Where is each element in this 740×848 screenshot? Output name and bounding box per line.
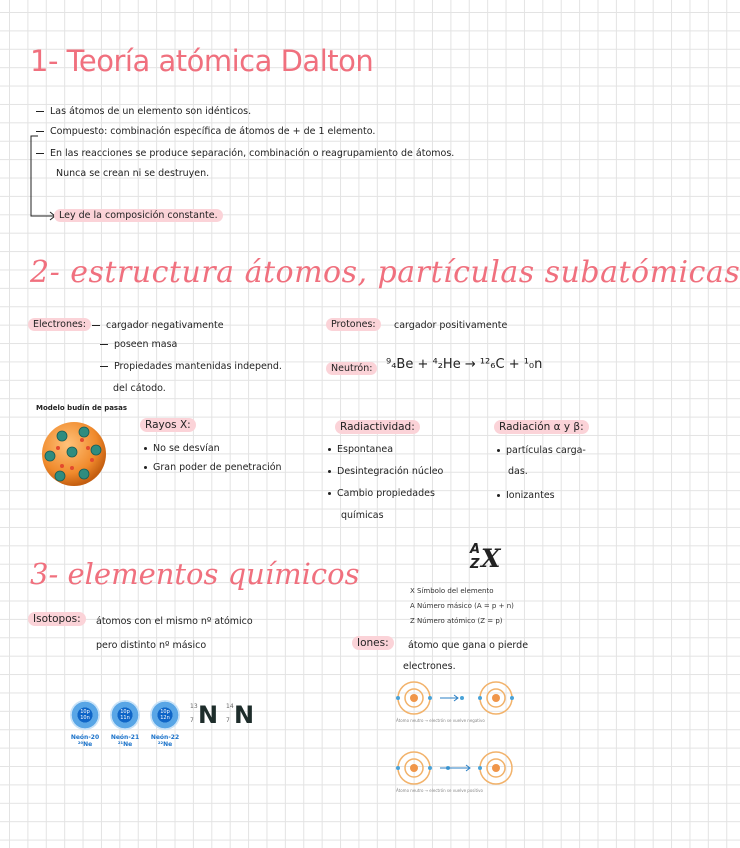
dalton-line-1: Las átomos de un elemento son idénticos. bbox=[36, 106, 251, 117]
radiacion-item-2: das. bbox=[508, 466, 528, 477]
neon22-symbol: ²²Ne bbox=[157, 741, 173, 748]
neon22-atom-icon: 10p 12n bbox=[150, 700, 180, 730]
neutron-label: Neutrón: bbox=[326, 362, 377, 375]
radiactividad-item-4: químicas bbox=[341, 510, 384, 521]
rayos-title: Rayos X: bbox=[140, 418, 196, 432]
radiactividad-item-1: Espontanea bbox=[328, 444, 393, 455]
radiactividad-item-2: Desintegración núcleo bbox=[328, 466, 443, 477]
dalton-line-2: Compuesto: combinación específica de átomos de + de 1 elemento. bbox=[36, 126, 375, 137]
electron-item-1: cargador negativamente bbox=[92, 320, 224, 331]
bracket-arrow-icon bbox=[28, 132, 58, 222]
section1-title: 1- Teoría atómica Dalton bbox=[30, 44, 374, 78]
electron-item-3: Propiedades mantenidas independ. bbox=[100, 361, 282, 372]
neon21-name: Neón-21 bbox=[110, 734, 140, 741]
rayos-item-1: No se desvían bbox=[144, 443, 220, 454]
radiacion-title: Radiación α y β: bbox=[494, 420, 589, 434]
nitrogen14: 14 7 N bbox=[226, 701, 255, 729]
plum-pudding-model-icon bbox=[32, 418, 116, 490]
neon20-symbol: ²⁰Ne bbox=[77, 741, 93, 748]
electron-item-4: del cátodo. bbox=[113, 383, 166, 394]
ion-caption-1: Átomo neutro → electrón se vuelve negativo bbox=[396, 718, 485, 723]
iones-text-1: átomo que gana o pierde bbox=[408, 640, 529, 651]
neon20-atom-icon: 10p 10n bbox=[70, 700, 100, 730]
neon21-symbol: ²¹Ne bbox=[117, 741, 133, 748]
notation-legend-2: A Número másico (A = p + n) bbox=[410, 602, 514, 610]
iones-text-2: electrones. bbox=[403, 661, 456, 672]
radiacion-item-1: partículas carga- bbox=[497, 445, 586, 456]
law-highlight: Ley de la composición constante. bbox=[54, 209, 223, 222]
radiacion-item-3: Ionizantes bbox=[497, 490, 555, 501]
dalton-line-3: En las reacciones se produce separación, combinación o reagrupamiento de átomos. bbox=[36, 148, 454, 159]
neon21-atom-icon: 10p 11n bbox=[110, 700, 140, 730]
dalton-line-4: Nunca se crean ni se destruyen. bbox=[56, 168, 210, 179]
radiactividad-item-3: Cambio propiedades bbox=[328, 488, 435, 499]
ion-caption-2: Átomo neutro → electrón se vuelve positivo bbox=[396, 788, 483, 793]
mass-superscript: A bbox=[470, 542, 481, 557]
radiactividad-title: Radiactividad: bbox=[335, 420, 420, 434]
electron-item-2: poseen masa bbox=[100, 339, 177, 350]
electrones-label: Electrones: bbox=[28, 318, 91, 331]
isotopos-text-1: átomos con el mismo nº atómico bbox=[96, 616, 253, 627]
protones-label: Protones: bbox=[326, 318, 381, 331]
notation-legend-1: X Símbolo del elemento bbox=[410, 587, 494, 595]
nitrogen13: 13 7 N bbox=[190, 701, 219, 729]
iones-label: Iones: bbox=[352, 636, 394, 650]
nuclide-notation bbox=[470, 542, 530, 582]
rayos-item-2: Gran poder de penetración bbox=[144, 462, 282, 473]
notation-legend-3: Z Número atómico (Z = p) bbox=[410, 617, 503, 625]
neon20-name: Neón-20 bbox=[70, 734, 100, 741]
section3-title: 3- elementos químicos bbox=[30, 557, 360, 591]
protones-text: cargador positivamente bbox=[394, 320, 508, 331]
atomic-subscript: Z bbox=[470, 557, 480, 572]
section2-title: 2- estructura átomos, partículas subatómicas bbox=[30, 255, 740, 290]
isotopos-text-2: pero distinto nº másico bbox=[96, 640, 207, 651]
neutron-equation: ⁹₄Be + ⁴₂He → ¹²₆C + ¹₀n bbox=[386, 357, 543, 372]
modelo-label: Modelo budín de pasas bbox=[36, 404, 127, 412]
neon22-name: Neón-22 bbox=[150, 734, 180, 741]
element-symbol: X bbox=[481, 544, 501, 573]
isotopos-label: Isotopos: bbox=[28, 612, 86, 626]
